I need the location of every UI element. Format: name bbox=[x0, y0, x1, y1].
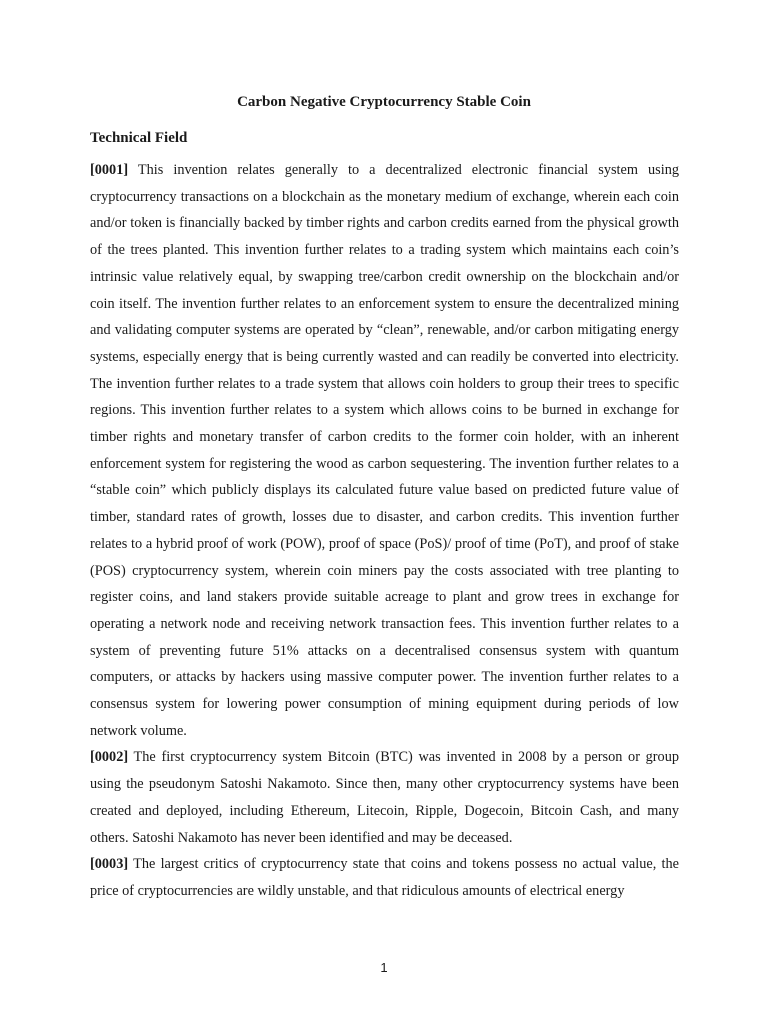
document-title: Carbon Negative Cryptocurrency Stable Coin bbox=[237, 94, 531, 110]
paragraph-0003 bbox=[90, 851, 679, 904]
paragraph-text: The largest critics of cryptocurrency state that coins and tokens possess no actual value, the price of cryptocurrencies are wildly unstable, and that ridiculous amounts of electrical energy bbox=[90, 856, 679, 899]
paragraph-number: [0003] bbox=[90, 856, 129, 873]
paragraph-0001 bbox=[90, 157, 679, 744]
document-body bbox=[90, 157, 679, 905]
paragraph-text: The first cryptocurrency system Bitcoin (BTC) was invented in 2008 by a person or group using the pseudonym Satoshi Nakamoto. Since then, many other cryptocurrency systems have been created and deployed, including Ethereum, Litecoin, Ripple, Dogecoin, Bitcoin Cash, and many others. Satoshi Nakamoto has never been identified and may be deceased. bbox=[90, 749, 679, 846]
page-number: 1 bbox=[380, 960, 388, 975]
paragraph-number: [0002] bbox=[90, 749, 129, 766]
paragraph-number: [0001] bbox=[90, 162, 129, 178]
paragraph-text: This invention relates generally to a decentralized electronic financial system using cryptocurrency transactions on a blockchain as the monetary medium of exchange, wherein each coin and/or token is financially backed by timber rights and carbon credits earned from the physical growth of the trees planted. This invention further relates to a trading system which maintains each coin’s intrinsic value relatively equal, by swapping tree/carbon credit ownership on the blockchain and/or coin itself. The invention further relates to an enforcement system to ensure the decentralized mining and validating computer systems are operated by “clean”, renewable, and/or carbon mitigating energy systems, especially energy that is being currently wasted and can readily be converted into electricity. The invention further relates to a trade system that allows coin holders to group their trees to specific regions. This invention further relates to a system which allows coins to be burned in exchange for timber rights and monetary transfer of carbon credits to the former coin holder, with an inherent enforcement system for registering the wood as carbon sequestering. The invention further relates to a “stable coin” which publicly displays its calculated future value based on predicted future value of timber, standard rates of growth, losses due to disaster, and carbon credits. This invention further relates to a hybrid proof of work (POW), proof of space (PoS)/ proof of time (PoT), and proof of stake (POS) cryptocurrency system, wherein coin miners pay the costs associated with tree planting to register coins, and land stakers provide suitable acreage to plant and grow trees in exchange for operating a network node and receiving network transaction fees. This invention further relates to a system of preventing future 51% attacks on a decentralised consensus system with quantum computers, or attacks by hackers using massive computer power. The invention further relates to a consensus system for lowering power consumption of mining equipment during periods of low network volume. bbox=[90, 162, 679, 739]
paragraph-0002 bbox=[90, 744, 679, 851]
section-heading: Technical Field bbox=[90, 130, 188, 146]
